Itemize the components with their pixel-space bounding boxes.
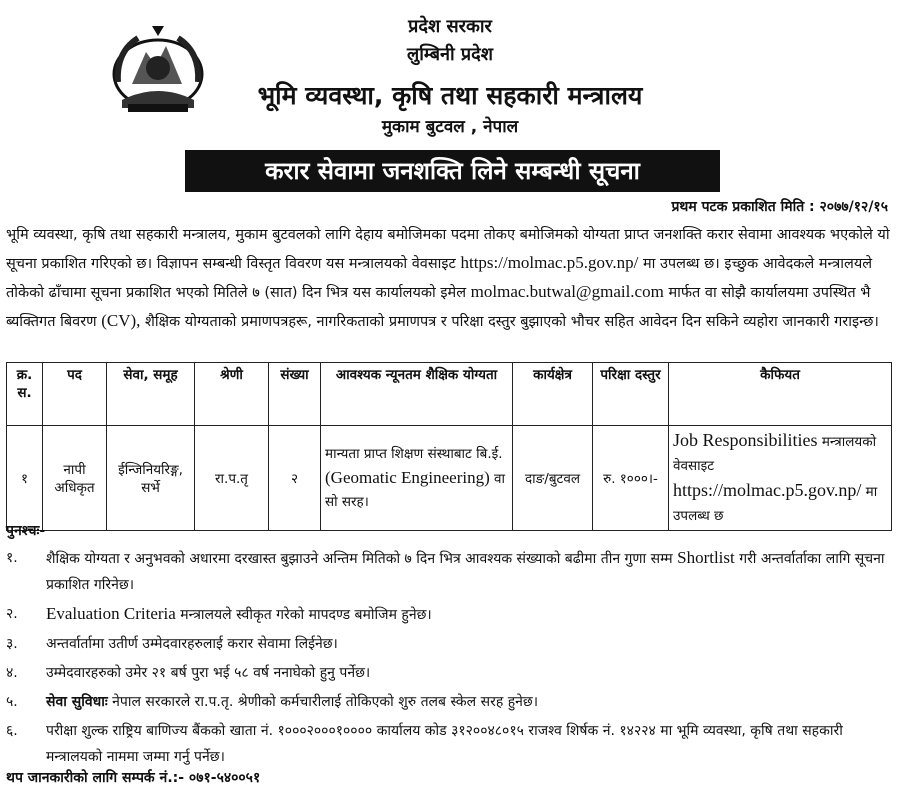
- government-name: प्रदेश सरकार: [408, 16, 492, 37]
- note-text-part: नेपाल सरकारले रा.प.तृ. श्रेणीको कर्मचारीलाई तोकिएको शुरु तलब स्केल सरह हुनेछ।: [112, 694, 539, 710]
- list-item: [6, 601, 892, 628]
- note-number: ६.: [6, 723, 18, 739]
- notice-title-banner: करार सेवामा जनशक्ति लिने सम्बन्धी सूचना: [185, 150, 720, 192]
- cell-workplace: दाङ/बुटवल: [513, 426, 593, 531]
- note-text-part: मन्त्रालयले स्वीकृत गरेको मापदण्ड बमोजिम हुनेछ।: [180, 607, 432, 623]
- cell-sn: १: [7, 426, 43, 531]
- vacancy-table: [6, 362, 892, 531]
- header-fee: परिक्षा दस्तुर: [593, 363, 669, 426]
- note-number: ५.: [6, 694, 18, 710]
- note-text: उम्मेदवारहरुको उमेर २१ बर्ष पुरा भई ५८ वर्ष ननाघेको हुनु पर्नेछ।: [46, 665, 371, 681]
- cell-fee: रु. १०००।-: [593, 426, 669, 531]
- header-remarks: कैफियत: [669, 363, 892, 426]
- note-text: [46, 545, 892, 598]
- remarks-website-link[interactable]: https://molmac.p5.gov.np/: [673, 480, 862, 500]
- note-number: १.: [6, 550, 18, 566]
- note-bold-label: सेवा सुविधाः: [46, 694, 108, 710]
- table-row: [7, 426, 892, 531]
- intro-text: मा उपलब्ध छ। इच्छुक आवेदकले मन्त्रालयले तोकेको ढाँचामा सूचना प्रकाशित भएको मितिले ७ (सात) दिन भित्र यस कार्यालयको इमेल: [6, 256, 873, 301]
- qualification-degree: (Geomatic Engineering): [325, 467, 490, 487]
- note-evaluation-criteria: Evaluation Criteria: [46, 604, 176, 623]
- ministry-location: मुकाम बुटवल , नेपाल: [381, 117, 519, 137]
- remarks-job-responsibilities: Job Responsibilities: [673, 430, 818, 450]
- note-text: अन्तर्वार्तामा उतीर्ण उम्मेदवारहरुलाई करार सेवामा लिईनेछ।: [46, 636, 338, 652]
- cell-remarks: [669, 426, 892, 531]
- header-workplace: कार्यक्षेत्र: [513, 363, 593, 426]
- cell-count: २: [269, 426, 321, 531]
- note-number: २.: [6, 606, 18, 622]
- email-link[interactable]: molmac.butwal@gmail.com: [470, 282, 664, 301]
- note-number: ४.: [6, 665, 18, 681]
- note-text: परीक्षा शुल्क राष्ट्रिय बाणिज्य बैंकको खाता नं. १०००२०००१०००० कार्यालय कोड ३१२००४८०१५ राजश्व शिर्षक नं. १४२२४ मा भूमि व्यवस्था, कृषि तथा सहकारी मन्त्रालयको नाममा जम्मा गर्नु पर्नेछ।: [46, 723, 843, 765]
- cell-level: रा.प.तृ: [195, 426, 269, 531]
- intro-text: मार्फत वा सोझै कार्यालयमा उपस्थित भै ब्यक्तिगत बिवरण: [6, 285, 871, 330]
- header-qualification: आवश्यक न्यूनतम शैक्षिक योग्यता: [321, 363, 513, 426]
- cell-qualification: [321, 426, 513, 531]
- note-shortlist: Shortlist: [677, 548, 735, 567]
- intro-text: भूमि व्यवस्था, कृषि तथा सहकारी मन्त्रालय, मुकाम बुटवलको लागि देहाय बमोजिमका पदमा तोकए बमोजिमको योग्यता प्राप्त जनशक्ति करार सेवामा आवश्यक भएकोले यो सूचना प्रकाशित गरिएको छ। विज्ञापन सम्बन्धी विस्तृत विवरण यस मन्त्रालयको वेवसाइट: [6, 227, 890, 272]
- remarks-text: मा उपलब्ध छ: [673, 484, 878, 524]
- qualification-equivalent: वा सो सरह।: [325, 470, 506, 510]
- header-level: श्रेणी: [195, 363, 269, 426]
- note-text-part: शैक्षिक योग्यता र अनुभवको अधारमा दरखास्त बुझाउने अन्तिम मितिको ७ दिन भित्र आवश्यक संख्याको बढीमा तीन गुणा सम्म: [46, 551, 673, 567]
- note-text-part: गरी अन्तर्वार्ताका लागि सूचना प्रकाशित गरिनेछ।: [46, 551, 885, 593]
- header-count: संख्या: [269, 363, 321, 426]
- cv-text: (CV),: [101, 311, 141, 330]
- remarks-text: मन्त्रालयको वेवसाइट: [673, 434, 877, 474]
- province-name: लुम्बिनी प्रदेश: [407, 44, 493, 65]
- postscript-title: पुनश्चः-: [6, 523, 46, 539]
- notes-list: [6, 545, 892, 773]
- header-sn: क्र. स.: [7, 363, 43, 426]
- list-item: [6, 718, 892, 770]
- note-text: [46, 689, 892, 715]
- publish-date: प्रथम पटक प्रकाशित मिति : २०७७/१२/१५: [671, 199, 888, 215]
- qualification-text: मान्यता प्राप्त शिक्षण संस्थाबाट बि.ई.: [325, 445, 503, 462]
- intro-text: शैक्षिक योग्यताको प्रमाणपत्रहरू, नागरिकताको प्रमाणपत्र र परिक्षा दस्तुर बुझाएको भौचर सहित आवेदन दिन सकिने व्यहोरा जानकारी गराइन्छ।: [145, 314, 879, 330]
- header-service: सेवा, समूह: [107, 363, 195, 426]
- list-item: [6, 545, 892, 598]
- list-item: [6, 631, 892, 657]
- ministry-name: भूमि व्यवस्था, कृषि तथा सहकारी मन्त्रालय: [257, 81, 643, 110]
- table-header-row: [7, 363, 892, 426]
- note-text: [46, 601, 892, 628]
- header-post: पद: [43, 363, 107, 426]
- list-item: [6, 660, 892, 686]
- intro-paragraph: [6, 222, 892, 336]
- cell-service: ईन्जिनियरिङ्ग, सर्भे: [107, 426, 195, 531]
- website-link[interactable]: https://molmac.p5.gov.np/: [460, 253, 639, 272]
- list-item: [6, 689, 892, 715]
- contact-number: थप जानकारीको लागि सम्पर्क नं.:- ०७१-५४००५१: [6, 770, 261, 786]
- cell-post: नापी अधिकृत: [43, 426, 107, 531]
- note-number: ३.: [6, 636, 18, 652]
